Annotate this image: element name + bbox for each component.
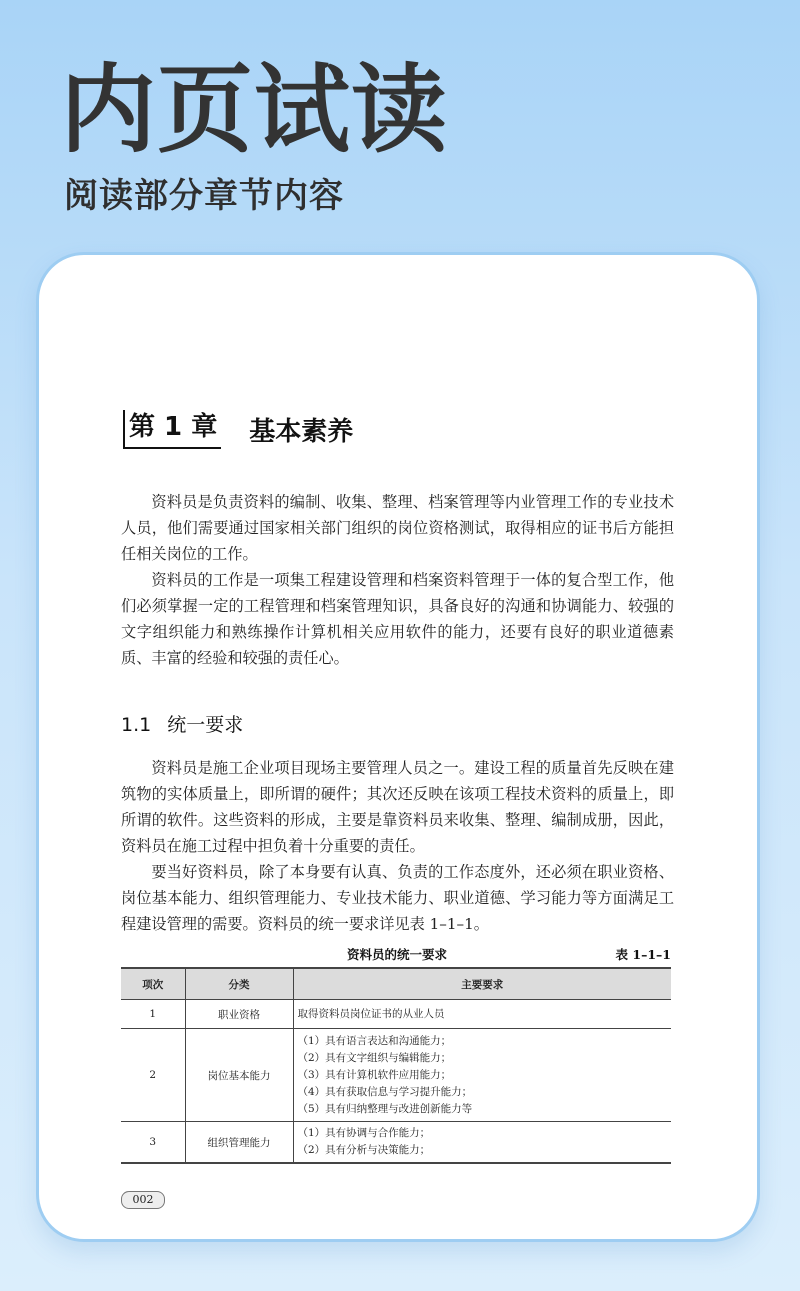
section-paragraph: 要当好资料员，除了本身要有认真、负责的工作态度外，还必须在职业资格、岗位基本能力、组织管理能力、专业技术能力、职业道德、学习能力等方面满足工程建设管理的需要。资料员的统一要求详见表 1–1–1。 (121, 863, 674, 933)
table-row (121, 1000, 671, 1029)
requirement-line: （2）具有分析与决策能力； (297, 1144, 431, 1156)
hero-subtitle: 阅读部分章节内容 (64, 176, 344, 216)
row-category: 组织管理能力 (185, 1122, 293, 1164)
section-heading (121, 710, 243, 737)
section-paragraph: 资料员是施工企业项目现场主要管理人员之一。建设工程的质量首先反映在建筑物的实体质量上，即所谓的硬件；其次还反映在该项工程技术资料的质量上，即所谓的软件。这些资料的形成，主要是靠资料员来收集、整理、编制成册，因此，资料员在施工过程中担负着十分重要的责任。 (121, 759, 674, 855)
section-title: 统一要求 (167, 714, 244, 736)
row-category: 职业资格 (185, 1000, 293, 1029)
row-requirements (293, 1122, 671, 1164)
row-index: 2 (121, 1029, 185, 1122)
header-index: 项次 (121, 968, 185, 1000)
page-number: 002 (121, 1191, 165, 1209)
chapter-heading (123, 410, 353, 449)
table-header-row (121, 968, 671, 1000)
chapter-title: 基本素养 (249, 417, 354, 448)
requirement-line: （1）具有协调与合作能力； (297, 1127, 431, 1139)
row-index: 3 (121, 1122, 185, 1164)
table-row (121, 1029, 671, 1122)
row-category: 岗位基本能力 (185, 1029, 293, 1122)
chapter-number: 第 1 章 (123, 410, 221, 449)
header-requirements: 主要要求 (293, 968, 671, 1000)
requirement-line: （5）具有归纳整理与改进创新能力等 (297, 1102, 473, 1115)
requirement-line: （3）具有计算机软件应用能力； (297, 1068, 452, 1081)
table-number: 表 1–1–1 (615, 947, 671, 962)
section-number: 1.1 (121, 714, 152, 736)
requirements-table (121, 967, 671, 1164)
row-requirements (293, 1029, 671, 1122)
row-requirements (293, 1000, 671, 1029)
hero-title: 内页试读 (60, 54, 448, 166)
requirement-line: （2）具有文字组织与编辑能力； (297, 1051, 452, 1064)
requirement-line: （4）具有获取信息与学习提升能力； (297, 1085, 473, 1098)
table-caption-title: 资料员的统一要求 (347, 947, 448, 962)
preview-card (36, 252, 760, 1242)
intro-paragraph: 资料员的工作是一项集工程建设管理和档案资料管理于一体的复合型工作，他们必须掌握一定的工程管理和档案管理知识，具备良好的沟通和协调能力、较强的文字组织能力和熟练操作计算机相关应用软件的能力，还要有良好的职业道德素质、丰富的经验和较强的责任心。 (121, 571, 674, 667)
requirement-line: 取得资料员岗位证书的从业人员 (297, 1007, 445, 1020)
row-index: 1 (121, 1000, 185, 1029)
table-caption (121, 941, 671, 965)
header-category: 分类 (185, 968, 293, 1000)
table-row (121, 1122, 671, 1164)
intro-paragraph: 资料员是负责资料的编制、收集、整理、档案管理等内业管理工作的专业技术人员，他们需要通过国家相关部门组织的岗位资格测试，取得相应的证书后方能担任相关岗位的工作。 (121, 493, 674, 563)
requirement-line: （1）具有语言表达和沟通能力； (297, 1034, 452, 1047)
book-page (39, 255, 757, 1239)
